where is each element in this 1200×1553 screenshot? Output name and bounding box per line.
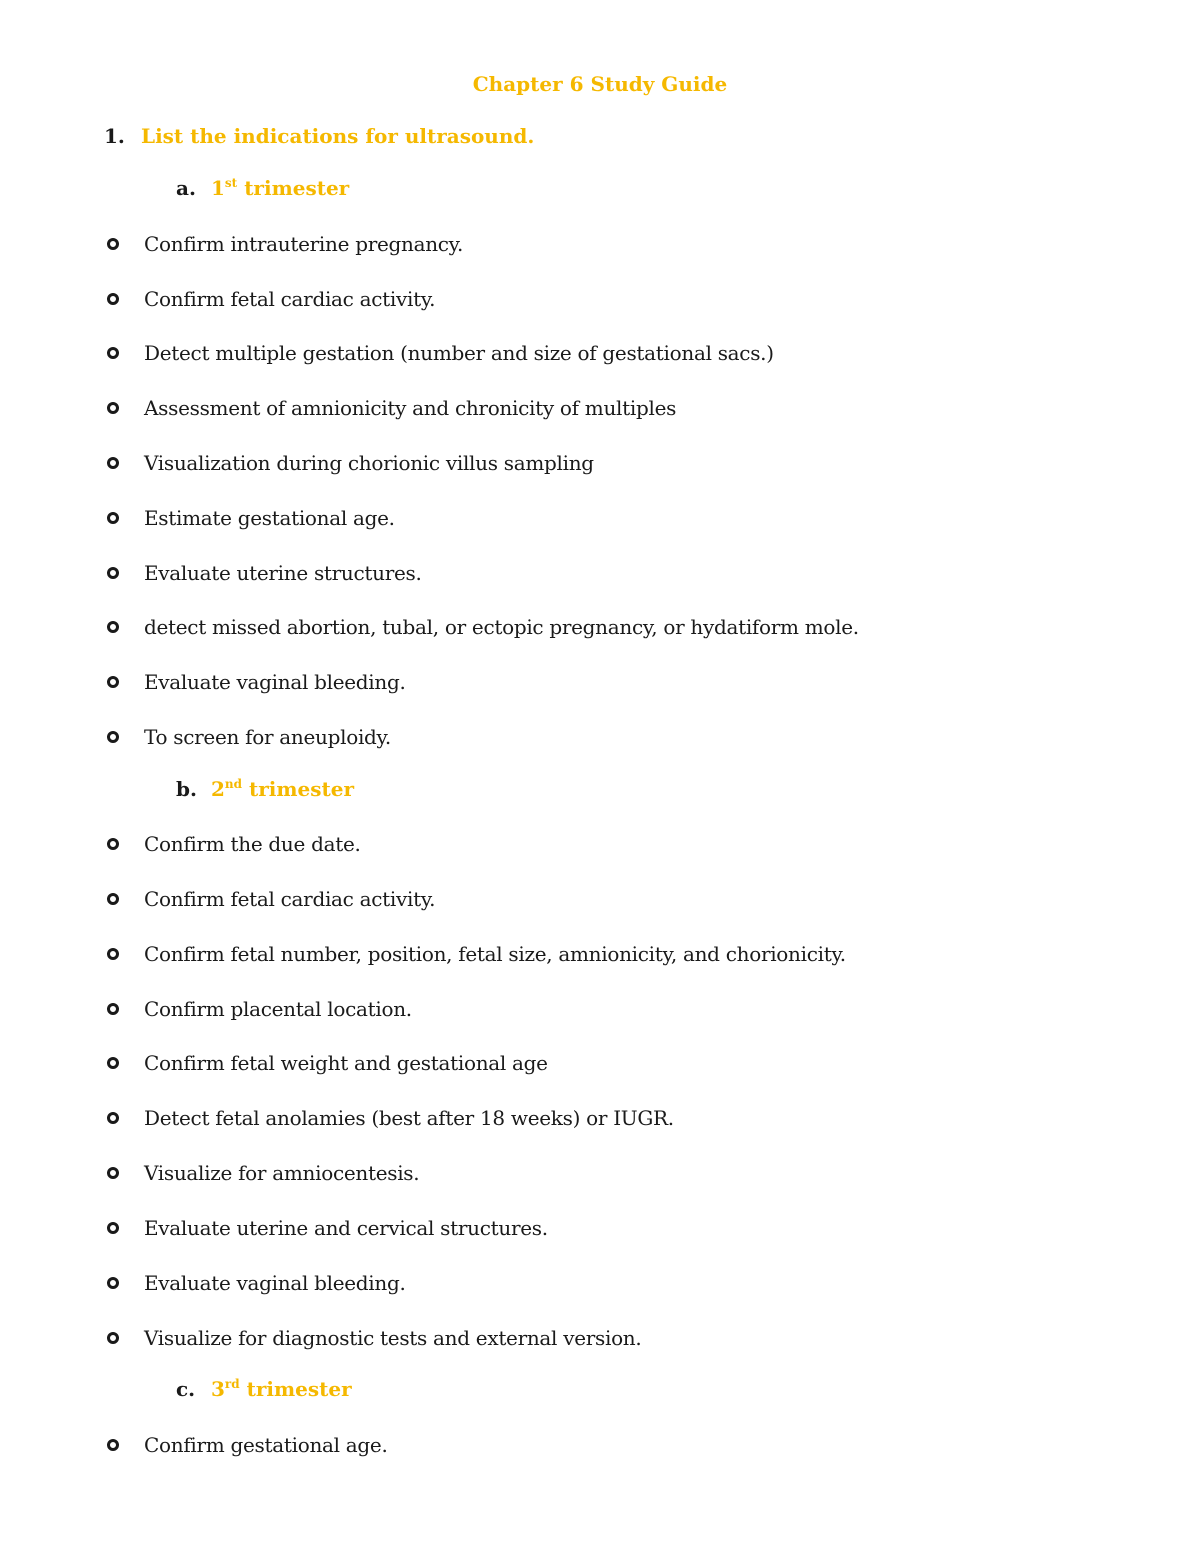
list-item-text: Confirm intrauterine pregnancy. bbox=[144, 232, 464, 256]
list-item-text: Confirm the due date. bbox=[144, 832, 361, 856]
list-item-text: Evaluate vaginal bleeding. bbox=[144, 670, 406, 694]
ordinal-suffix: st bbox=[224, 176, 238, 190]
list-item bbox=[104, 448, 594, 478]
list-item-text: Confirm fetal cardiac activity. bbox=[144, 287, 436, 311]
list-item-text: Confirm fetal number, position, fetal size, amnionicity, and chorionicity. bbox=[144, 942, 846, 966]
ordinal-suffix: nd bbox=[224, 777, 243, 791]
bullet-circle-icon bbox=[107, 347, 119, 359]
list-item-text: Estimate gestational age. bbox=[144, 506, 395, 530]
ordinal-suffix: rd bbox=[224, 1377, 240, 1391]
list-item bbox=[104, 939, 846, 969]
question-number: 1. bbox=[104, 124, 125, 148]
section-heading-3rd-trimester bbox=[176, 1377, 352, 1401]
section-label bbox=[211, 176, 349, 200]
ordinal-number: 2 bbox=[211, 777, 225, 801]
question-text: List the indications for ultrasound. bbox=[141, 124, 535, 148]
trimester-word: trimester bbox=[239, 1377, 352, 1401]
ordinal-number: 1 bbox=[211, 176, 225, 200]
list-item bbox=[104, 1048, 548, 1078]
bullet-circle-icon bbox=[107, 457, 119, 469]
bullet-circle-icon bbox=[107, 1003, 119, 1015]
bullet-circle-icon bbox=[107, 1222, 119, 1234]
section-label bbox=[211, 1377, 352, 1401]
bullet-circle-icon bbox=[107, 893, 119, 905]
bullet-circle-icon bbox=[107, 512, 119, 524]
list-item-text: Visualize for diagnostic tests and external version. bbox=[144, 1326, 642, 1350]
list-item bbox=[104, 612, 859, 642]
ordinal-number: 3 bbox=[211, 1377, 225, 1401]
bullet-circle-icon bbox=[107, 402, 119, 414]
section-letter: c. bbox=[176, 1377, 196, 1401]
bullet-circle-icon bbox=[107, 238, 119, 250]
list-item-text: Assessment of amnionicity and chronicity of multiples bbox=[144, 396, 677, 420]
list-item-text: Visualize for amniocentesis. bbox=[144, 1161, 420, 1185]
list-item-text: Confirm fetal weight and gestational age bbox=[144, 1051, 548, 1075]
trimester-word: trimester bbox=[237, 176, 350, 200]
list-item bbox=[104, 994, 412, 1024]
bullet-circle-icon bbox=[107, 1167, 119, 1179]
bullet-circle-icon bbox=[107, 621, 119, 633]
bullet-circle-icon bbox=[107, 1277, 119, 1289]
bullet-circle-icon bbox=[107, 948, 119, 960]
list-item bbox=[104, 503, 395, 533]
list-item bbox=[104, 667, 406, 697]
list-item bbox=[104, 558, 422, 588]
bullet-circle-icon bbox=[107, 1057, 119, 1069]
section-heading-2nd-trimester bbox=[176, 777, 354, 801]
bullet-circle-icon bbox=[107, 731, 119, 743]
bullet-circle-icon bbox=[107, 676, 119, 688]
section-letter: b. bbox=[176, 777, 197, 801]
bullet-circle-icon bbox=[107, 838, 119, 850]
list-item-text: detect missed abortion, tubal, or ectopic pregnancy, or hydatiform mole. bbox=[144, 615, 859, 639]
section-heading-1st-trimester bbox=[176, 176, 349, 200]
list-item-text: Visualization during chorionic villus sampling bbox=[144, 451, 594, 475]
list-item-text: Confirm gestational age. bbox=[144, 1433, 388, 1457]
question-1 bbox=[104, 124, 534, 148]
list-item bbox=[104, 722, 391, 752]
bullet-circle-icon bbox=[107, 1332, 119, 1344]
list-item bbox=[104, 1158, 419, 1188]
list-item-text: Evaluate vaginal bleeding. bbox=[144, 1271, 406, 1295]
section-label bbox=[211, 777, 354, 801]
list-item-text: Detect fetal anolamies (best after 18 weeks) or IUGR. bbox=[144, 1106, 674, 1130]
list-item-text: Confirm placental location. bbox=[144, 997, 412, 1021]
list-item bbox=[104, 393, 676, 423]
list-item bbox=[104, 338, 774, 368]
list-item bbox=[104, 284, 435, 314]
list-item-text: Confirm fetal cardiac activity. bbox=[144, 887, 436, 911]
list-item bbox=[104, 1103, 674, 1133]
list-item-text: To screen for aneuploidy. bbox=[144, 725, 391, 749]
page-title: Chapter 6 Study Guide bbox=[472, 72, 728, 96]
list-item bbox=[104, 1323, 641, 1353]
list-item bbox=[104, 884, 435, 914]
list-item bbox=[104, 1213, 548, 1243]
list-item bbox=[104, 1268, 406, 1298]
list-item bbox=[104, 829, 361, 859]
list-item bbox=[104, 1430, 388, 1460]
trimester-word: trimester bbox=[242, 777, 355, 801]
list-item-text: Detect multiple gestation (number and size of gestational sacs.) bbox=[144, 341, 774, 365]
bullet-circle-icon bbox=[107, 293, 119, 305]
bullet-circle-icon bbox=[107, 1439, 119, 1451]
list-item bbox=[104, 229, 463, 259]
section-letter: a. bbox=[176, 176, 196, 200]
list-item-text: Evaluate uterine and cervical structures. bbox=[144, 1216, 548, 1240]
bullet-circle-icon bbox=[107, 567, 119, 579]
bullet-circle-icon bbox=[107, 1112, 119, 1124]
list-item-text: Evaluate uterine structures. bbox=[144, 561, 422, 585]
